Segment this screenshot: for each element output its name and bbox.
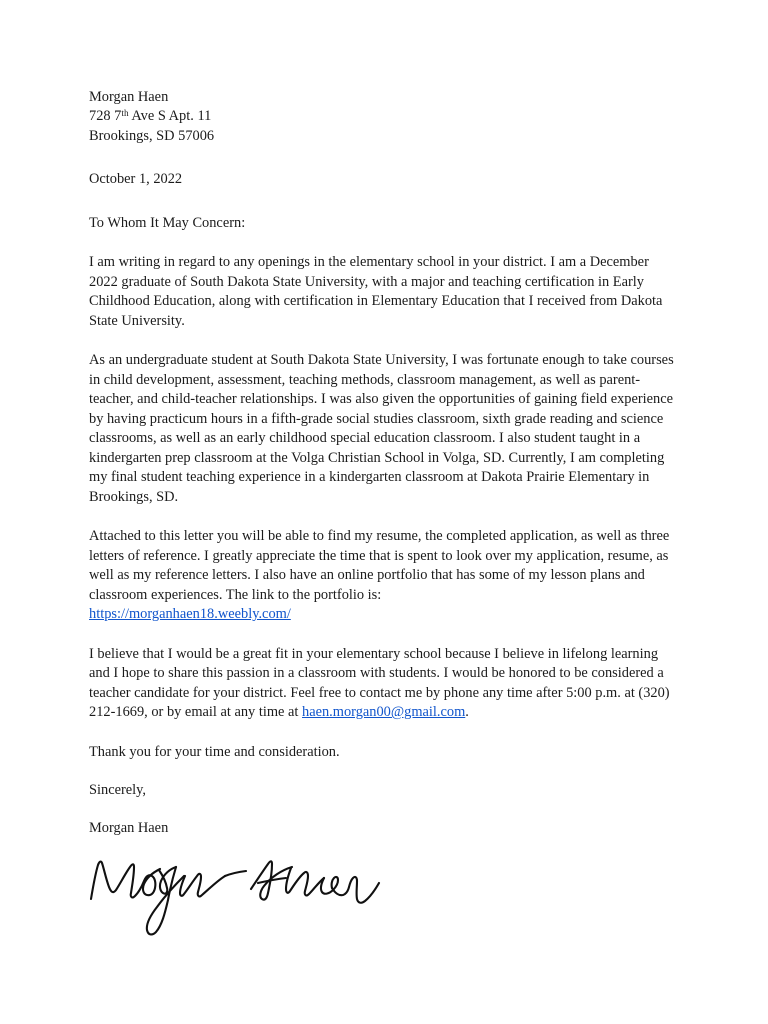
sender-address-block	[89, 88, 679, 146]
spacer-after-p3	[89, 625, 679, 645]
spacer-after-thanks	[89, 762, 679, 781]
sign-off: Sincerely,	[89, 781, 147, 798]
spacer-after-p2	[89, 507, 679, 527]
paragraph-2: As an undergraduate student at South Dakota State University, I was fortunate enough to take courses in child development, assessment, teaching methods, classroom management, as well as parent-teacher, and child-teacher relationships. I was also given the opportunities of gaining field experience by having practicum hours in a fifth-grade social studies classroom, sixth grade reading and science classrooms, as well as an early childhood special education classroom. I also student taught in a kindergarten prep classroom at the Volga Christian School in Volga, SD. Currently, I am completing my final student teaching experience in a kindergarten classroom at Dakota Prairie Elementary in Brookings, SD.	[89, 352, 674, 505]
sender-street	[89, 107, 679, 126]
street-ordinal-suffix: th	[121, 108, 129, 119]
sender-city-state-zip: Brookings, SD 57006	[89, 127, 215, 144]
signed-name: Morgan Haen	[89, 820, 169, 837]
spacer-after-p4	[89, 723, 679, 743]
letter-body	[89, 88, 679, 935]
salutation: To Whom It May Concern:	[89, 214, 246, 231]
thank-you-line: Thank you for your time and consideration.	[89, 743, 340, 760]
paragraph-3-text: Attached to this letter you will be able to find my resume, the completed application, as well as three letters of reference. I greatly appreciate the time that is spent to look over my application, resume, as well as my reference letters. I also have an online portfolio that has some of my lesson plans and classroom experiences. The link to the portfolio is:	[89, 528, 670, 603]
street-number-prefix: 728 7	[89, 108, 122, 125]
spacer-after-date	[89, 190, 679, 214]
sender-name: Morgan Haen	[89, 89, 169, 105]
paragraph-1: I am writing in regard to any openings in the elementary school in your district. I am a December 2022 graduate of South Dakota State University, with a major and teaching certification in Early Childhood Education, along with certification in Elementary Education that I received from Dakota State University.	[89, 254, 663, 329]
spacer-after-salutation	[89, 233, 679, 253]
paragraph-4-period: .	[465, 704, 469, 721]
paragraph-4-text: I believe that I would be a great fit in your elementary school because I believe in lifelong learning and I hope to share this passion in a classroom with students. I would be honored to be considered a teacher candidate for your district. Feel free to contact me by phone any time after 5:00 p.m. at (320) 212-1669, or by email at any time at	[89, 645, 670, 721]
paragraph-3	[89, 527, 679, 625]
portfolio-link[interactable]: https://morganhaen18.weebly.com/	[89, 606, 291, 623]
spacer-after-signoff	[89, 800, 679, 819]
paragraph-4	[89, 645, 679, 723]
spacer-after-p1	[89, 331, 679, 351]
street-remainder: Ave S Apt. 11	[128, 108, 212, 125]
handwritten-signature-icon	[85, 843, 385, 935]
email-link[interactable]: haen.morgan00@gmail.com	[302, 704, 466, 721]
spacer-after-address	[89, 146, 679, 170]
letter-date: October 1, 2022	[89, 171, 183, 188]
